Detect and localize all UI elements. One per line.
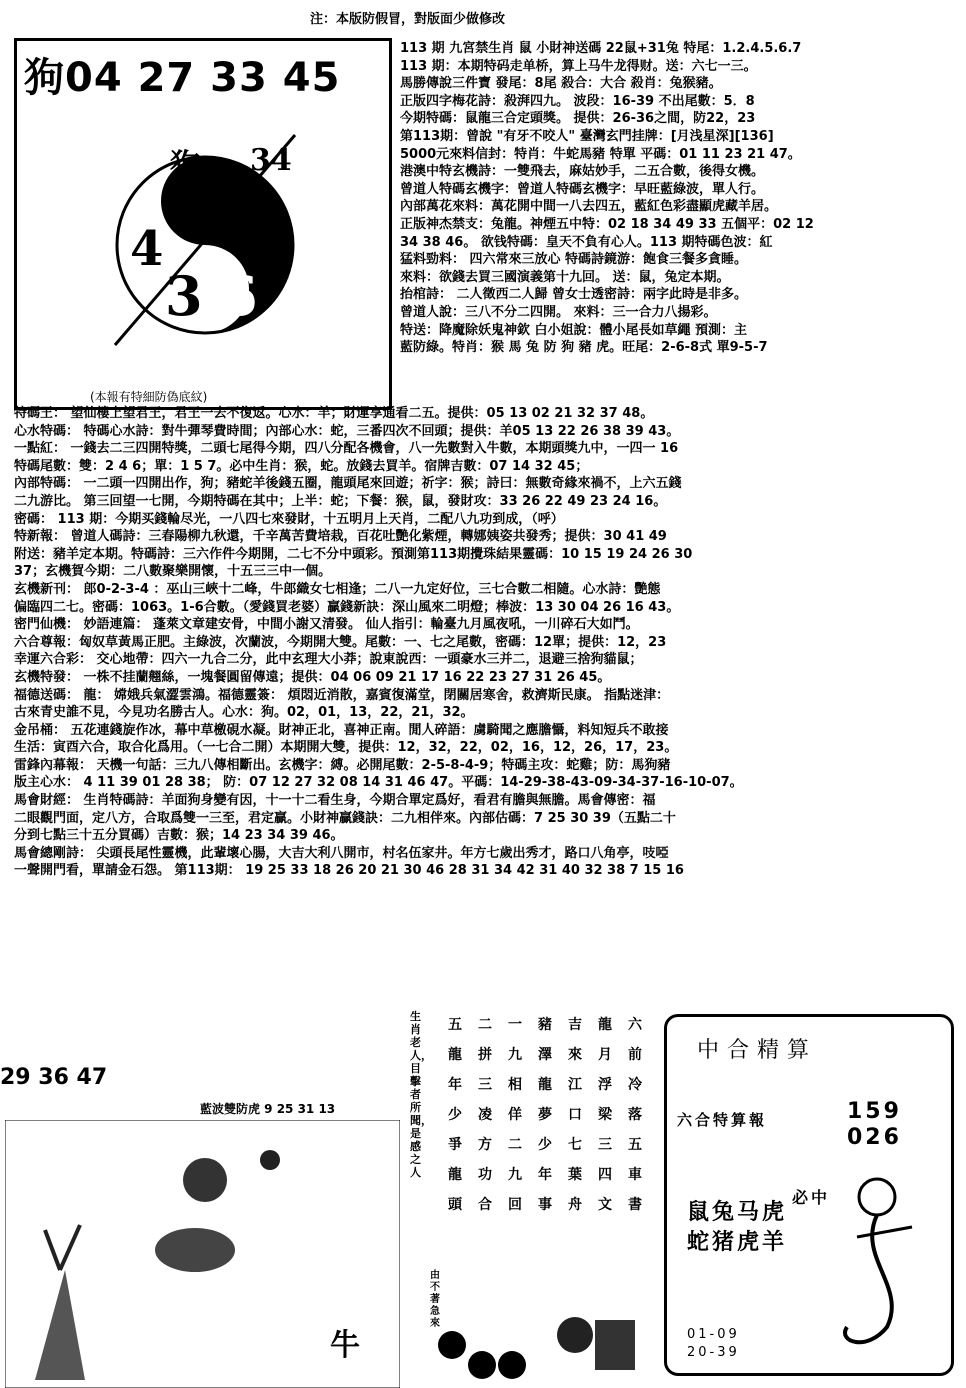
poem-char: 凌: [478, 1107, 492, 1123]
right-line: 來料：欲錢去買三國演義第十九回。 送：鼠，兔定本期。: [400, 269, 730, 285]
full-line: 一點紅： 一錢去二三四開特獎，二頭七尾得今期，四八分配各機會，八一先數對入牛數，本期頭獎九中，一四一 16: [14, 441, 679, 457]
poem-block: [410, 1010, 650, 1380]
poem-note: 由不著急來: [430, 1270, 440, 1329]
poem-char: 冷: [628, 1077, 642, 1093]
poem-char: 相: [508, 1077, 522, 1093]
poem-char: 文: [598, 1197, 612, 1213]
yinyang-circle: [110, 115, 300, 365]
poem-char: 合: [478, 1197, 492, 1213]
full-line: 偏臨四二七。密碼：1063。1-6合數。（愛錢買老婆）贏錢新訣：深山風來二明燈；棒波：13 30 04 26 16 43。: [14, 599, 680, 615]
poem-char: 拼: [478, 1047, 492, 1063]
poem-char: 月: [598, 1047, 612, 1063]
poem-char: 五: [448, 1017, 462, 1033]
right-line: 正版四字梅花詩：殺湃四九。 波段：16-39 不出尾數：5．8: [400, 93, 755, 109]
poem-char: 前: [628, 1047, 642, 1063]
poem-char: 二: [508, 1137, 522, 1153]
poem-char: 葉: [568, 1167, 582, 1183]
full-line: 特新報： 曾道人碼詩：三春陽柳九秋還，千辛萬苦費培栽，百花吐艷化紫煙，轉娜姨姿共發秀；提供：30 41 49: [14, 529, 667, 545]
full-line: 特碼尾數：雙：2 4 6；單：1 5 7。必中生肖：猴，蛇。放錢去買羊。宿牌吉數：07 14 32 45；: [14, 458, 589, 474]
poem-char: 澤: [538, 1047, 552, 1063]
poem-char: 二: [478, 1017, 492, 1033]
poem-char: 舟: [568, 1197, 582, 1213]
right-line: 曾道人說：三八不分二四開。 來料：三一合力八揚彩。: [400, 304, 717, 320]
poem-char: 方: [478, 1137, 492, 1153]
poem-char: 龍: [538, 1077, 552, 1093]
poem-char: 頭: [448, 1197, 462, 1213]
circle-number-2: 2: [192, 189, 230, 253]
poem-char: 梁: [598, 1107, 612, 1123]
poem-char: 車: [628, 1167, 642, 1183]
poem-char: 浮: [598, 1077, 612, 1093]
coins-icon: [430, 1310, 650, 1380]
lucky-card: [664, 1014, 954, 1376]
poem-column: [442, 1010, 468, 1220]
poem-char: 事: [538, 1197, 552, 1213]
poem-char: 落: [628, 1107, 642, 1123]
full-line: 二九游比。 第三回望一七開，今期特碼在其中；上半：蛇；下餐：猴，鼠，發財攻：33 26 22 49 23 24 16。: [14, 493, 667, 509]
right-line: 曾道人特碼玄機字：曾道人特碼玄機字：早旺藍綠波，單人行。: [400, 181, 765, 197]
card-zodiac-2: 蛇猪虎羊: [687, 1230, 788, 1255]
poem-char: 年: [538, 1167, 552, 1183]
full-line: 附送：豬羊定本期。特碼詩：三六作件今期開，二七不分中頭彩。預測第113期攪珠結果靈碼：10 15 19 24 26 30: [14, 546, 693, 562]
poem-char: 回: [508, 1197, 522, 1213]
full-line: 金吊桶： 五花連錢旋作冰，幕中草檄硯水凝。財神正北，喜神正南。閒人碎語：虜騎聞之應膽懾，料知短兵不敢接: [14, 722, 669, 738]
poem-char: 爭: [448, 1137, 462, 1153]
poem-char: 九: [508, 1047, 522, 1063]
card-title: 中合精算: [697, 1038, 818, 1063]
poem-column: [592, 1010, 618, 1220]
poem-char: 五: [628, 1137, 642, 1153]
right-column-text: [400, 40, 960, 357]
right-line: 113 期：本期特码走单桥，算上马牛龙得财。送：六七一三。: [400, 58, 757, 74]
poem-char: 佯: [508, 1107, 522, 1123]
poem-column: [502, 1010, 528, 1220]
full-line: 內部特碼： 一二頭一四開出作，狗；豬蛇羊後錢五圈，龍頭尾來回遊；祈字：猴；詩曰：無數奇緣來禍不，上六五錢: [14, 476, 682, 492]
bottom-left-numbers: 29 36 47: [0, 1065, 108, 1090]
full-line: 福德送碼： 龍： 嫦娥兵氣澀雲鴻。福德靈簽： 煩悶近消散，嘉賓復滿堂，閉關居寒舍，救濟斯民康。 指點迷津：: [14, 687, 670, 703]
full-line: 心水特碼： 特碼心水詩：對牛彈琴費時間；內部心水：蛇，三番四次不回頭；提供：羊05 13 22 26 38 39 43。: [14, 423, 680, 439]
right-line: 第113期：曾說 "有牙不咬人" 臺灣玄門挂牌：[月浅星深][136]: [400, 128, 774, 144]
poem-char: 年: [448, 1077, 462, 1093]
poem-column: [562, 1010, 588, 1220]
poem-char: 少: [538, 1137, 552, 1153]
card-numbers-1: 159: [847, 1099, 902, 1124]
poem-char: 江: [568, 1077, 582, 1093]
poem-char: 龍: [598, 1017, 612, 1033]
poem-char: 三: [478, 1077, 492, 1093]
right-line: 5000元來料信封：特肖：牛蛇馬豬 特單 平碼：01 11 23 21 47。: [400, 146, 801, 162]
full-line: 37；玄機賀今期：二八數聚樂開懷，十五三三中一個。: [14, 564, 332, 580]
full-line: 馬會總剛詩： 尖頭長尾性靈機，此輩壞心腸，大吉大利八開市，村名伍家井。年方七歲出秀才，路口八角亭，吱啞: [14, 845, 669, 861]
full-line: 雷鋒內幕報： 天機一句話：三九八傳相斷出。玄機字：縛。必開尾數：2-5-8-4-9；特碼主攻：蛇雞；防：馬狗豬: [14, 757, 671, 773]
circle-number-6: 6: [220, 264, 258, 328]
right-line: 113 期 九宮禁生肖 鼠 小財神送碼 22鼠+31兔 特尾：1.2.4.5.6.7: [400, 41, 802, 56]
poem-char: 豬: [538, 1017, 552, 1033]
full-line: 幸運六合彩： 交心地帶：四六一九合二分，此中玄理大小莽；說東說西：一頭豪水三并二，退避三捨狗貓鼠；: [14, 652, 643, 668]
right-line: 抬棺詩： 二人徵西二人歸 曾女士透密詩：兩字此時是非多。: [400, 287, 748, 303]
right-line: 馬勝傳說三件寶 發尾：8尾 殺合：大合 殺肖：兔猴豬。: [400, 76, 722, 92]
poem-char: 七: [568, 1137, 582, 1153]
full-line: 一聲開門看，單請金石怨。 第113期： 19 25 33 18 26 20 21 30 46 28 31 34 42 31 40 32 38 7 15 16: [14, 863, 684, 879]
card-numbers-2: 026: [847, 1125, 902, 1150]
full-line: 生活：寅酉六合，取合化爲用。（一七合二開）本期開大雙，提供：12，32，22，02，16，12，26，17，23。: [14, 740, 678, 756]
full-width-text: [14, 405, 959, 880]
poem-char: 龍: [448, 1047, 462, 1063]
poem-char: 口: [568, 1107, 582, 1123]
poem-char: 少: [448, 1107, 462, 1123]
card-range-2: 20-39: [687, 1345, 740, 1360]
logo-caption: (本報有特細防偽底紋): [90, 390, 208, 404]
right-line: 港澳中特玄機詩：一雙飛去，麻姑妙手，二五合數，後得女機。: [400, 164, 765, 180]
right-line: 內部萬花來料：萬花開中間一八去四五，藍紅色彩盡顯虎藏羊居。: [400, 199, 778, 215]
card-zodiac-1: 鼠兔马虎: [687, 1200, 788, 1225]
poem-char: 來: [568, 1047, 582, 1063]
poem-column: [622, 1010, 648, 1220]
poem-column: [472, 1010, 498, 1220]
full-line: 馬會財經： 生肖特碼詩：羊面狗身變有因，十一十二看生身，今期合單定爲好，看君有膽與無膽。馬會傳密：福: [14, 793, 656, 809]
circle-char: 狗: [170, 148, 200, 183]
poem-char: 夢: [538, 1107, 552, 1123]
full-line: 六合尊報：匈奴草黃馬正肥。主綠波，次蘭波，今期開大雙。尾數：一、七之尾數，密碼：12單；提供：12，23: [14, 634, 667, 650]
card-range-1: 01-09: [687, 1327, 740, 1342]
poem-side-text: 生肖老人，目擊者所聞，是感之人: [410, 1010, 432, 1179]
notice-text: 注：本版防假冒，對版面少做修改: [310, 12, 506, 27]
right-line: 正版神杰禁支：兔龍。神煙五中特：02 18 34 49 33 五個平：02 12: [400, 216, 814, 232]
right-line: 今期特碼：鼠龍三合定頭獎。 提供：26-36之間，防22，23: [400, 111, 756, 127]
figure-illustration: [817, 1167, 947, 1357]
full-line: 玄機新刊： 郎0-2-3-4 ：巫山三峽十二峰，牛郎織女七相逢；二八一九定好位，三七合數二相隨。心水詩：艷態: [14, 581, 661, 597]
right-line: 特送：降魔除妖鬼神欽 白小姐說：體小尾長如草繩 預測：主: [400, 322, 748, 338]
poem-char: 六: [628, 1017, 642, 1033]
full-line: 二眼觀門面，定八方，合取爲雙一三至，君定贏。小財神贏錢訣：二九相伴來。內部估碼：7 25 30 39（五點二十: [14, 810, 676, 826]
circle-number-3: 3: [165, 264, 203, 328]
ox-character: 牛: [330, 1328, 360, 1363]
right-line: 藍防綠。特肖：猴 馬 兔 防 狗 豬 虎。旺尾：2-6-8式 單9-5-7: [400, 340, 768, 356]
bo-text: 藍波雙防虎 9 25 31 13: [200, 1102, 336, 1116]
full-line: 密碼： 113 期：今期买錢輪尽光，一八四七來發財，十五明月上天肖，二配八九功到成，（呼）: [14, 511, 564, 527]
full-line: 玄機特發： 一株不挂蘭翹絲，一塊餐圓留傳遠；提供：04 06 09 21 17 16 22 23 27 31 26 45。: [14, 669, 611, 685]
poem-char: 龍: [448, 1167, 462, 1183]
poem-char: 一: [508, 1017, 522, 1033]
full-line: 分到七點三十五分買碼）吉數：猴；14 23 34 39 46。: [14, 828, 344, 844]
poem-char: 九: [508, 1167, 522, 1183]
poem-char: 吉: [568, 1017, 582, 1033]
poem-char: 書: [628, 1197, 642, 1213]
card-label: 六合特算報: [677, 1111, 768, 1129]
right-line: 34 38 46。 欲钱特碼：皇天不負有心人。113 期特碼色波：紅: [400, 234, 773, 250]
full-line: 版主心水： 4 11 39 01 28 38； 防：07 12 27 32 08 14 31 46 47。平碼：14-29-38-43-09-34-37-16-10-07。: [14, 775, 743, 791]
logo-numbers: 狗04 27 33 45: [24, 55, 341, 101]
poem-column: [532, 1010, 558, 1220]
circle-number-4: 4: [130, 221, 164, 277]
full-line: 密門仙機： 妙語連篇： 蓬萊文章建安骨，中間小謝又清發。 仙人指引：輪臺九月風夜吼，一川碎石大如鬥。: [14, 617, 639, 633]
full-line: 古來青史誰不見，今見功名勝古人。心水：狗。02，01，13，22，21，32。: [14, 705, 474, 721]
poem-char: 三: [598, 1137, 612, 1153]
poem-char: 功: [478, 1167, 492, 1183]
full-line: 特碼王： 望仙樓上望君王，君王一去不復返。心水：羊；財運享通看二五。提供：05 13 02 21 32 37 48。: [14, 406, 654, 421]
right-line: 猛料勁料： 四六常來三放心 特碼詩鏡游：飽食三餐多貪睡。: [400, 252, 748, 268]
poem-char: 四: [598, 1167, 612, 1183]
circle-number-34: 34: [250, 143, 292, 178]
card-mark: 必中: [792, 1188, 831, 1207]
